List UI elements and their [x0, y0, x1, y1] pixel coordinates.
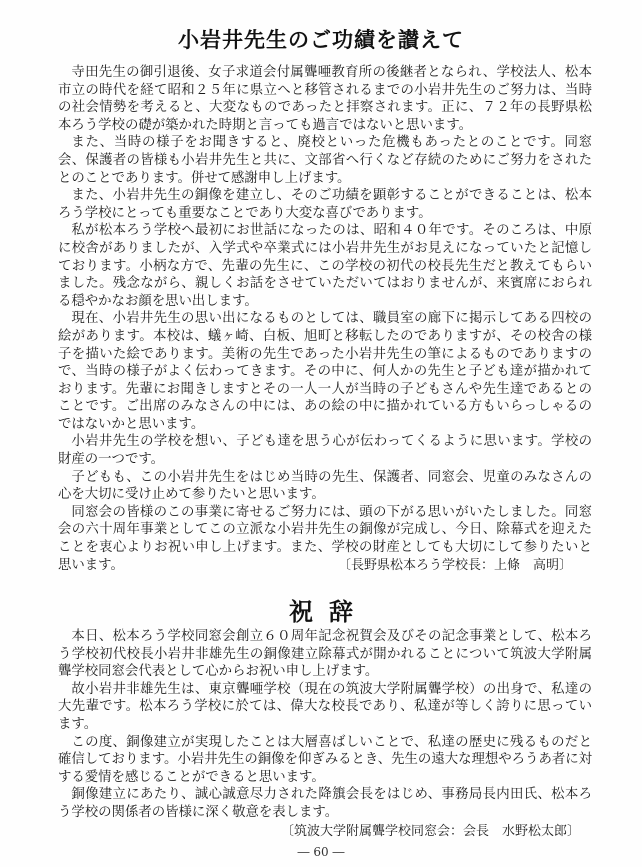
- article-body: [58, 628, 592, 822]
- paragraph: 子どもも、この小岩井先生をはじめ当時の先生、保護者、同窓会、児童のみなさんの心を大切に受け止めて参りたいと思います。: [58, 469, 592, 503]
- paragraph: 小岩井先生の学校を想い、子ども達を思う心が伝わってくるように思います。学校の財産の一つです。: [58, 434, 592, 468]
- paragraph: 私が松本ろう学校へ最初にお世話になったのは、昭和４０年です。そのころは、中原に校舎がありましたが、入学式や卒業式には小岩井先生がお見えになっていたと記憶しております。小柄な方で、先輩の先生に、この学校の初代の校長先生だと教えてもらいました。残念ながら、親しくお話をさせていただいてはおりませんが、来賓席におられる穏やかなお顔を思い出します。: [58, 223, 592, 309]
- paragraph: 寺田先生の御引退後、女子求道会付属聾唖教育所の後継者となられ、学校法人、松本市立の時代を経て昭和２５年に県立へと移管されるまでの小岩井先生のご努力は、当時の社会情勢を考えると、大変なものであったと拝察されます。正に、７２年の長野県松本ろう学校の礎が築かれた時期と言っても過言ではないと思います。: [58, 65, 592, 133]
- section-title: 祝辞: [289, 598, 369, 626]
- paragraph: 現在、小岩井先生の思い出になるものとしては、職員室の廊下に掲示してある四校の絵があります。本校は、蟻ヶ崎、白板、旭町と移転したのでありますが、その校舎の様子を描いた絵であります。美術の先生であった小岩井先生の筆によるものでありますので、当時の様子がよく伝わってきます。その中に、何人かの先生と子ども達が描かれております。先輩にお聞きしますとその一人一人が当時の子どもさんや先生達であるとのことです。ご出席のみなさんの中には、あの絵の中に描かれている方もいらっしゃるのではないかと思います。: [58, 311, 592, 432]
- signature: 〔筑波大学附属聾学校同窓会：会長 水野松太郎〕: [280, 824, 580, 839]
- paragraph: また、当時の様子をお聞きすると、廃校といった危機もあったとのことです。同窓会、保護者の皆様も小岩井先生と共に、文部省へ行くなど存続のためにご努力をされたとのことであります。併せて感謝申し上げます。: [58, 135, 592, 186]
- page-number: ― 60 ―: [297, 845, 345, 859]
- paragraph: 故小岩井非雄先生は、東京聾唖学校（現在の筑波大学附属聾学校）の出身で、私達の大先輩です。松本ろう学校に於ては、偉大な校長であり、私達が等しく誇りに思っています。: [58, 681, 592, 732]
- paragraph: この度、銅像建立が実現したことは大層喜ばしいことで、私達の歴史に残るものだと確信しております。小岩井先生の銅像を仰ぎみるとき、先生の遠大な理想やろうあ者に対する愛情を感じることができると思います。: [58, 734, 593, 785]
- paragraph: また、小岩井先生の銅像を建立し、そのご功績を顕彰することができることは、松本ろう学校にとっても重要なことであり大変な喜びであります。: [58, 188, 592, 221]
- article-title: 小岩井先生のご功績を讃えて: [178, 28, 464, 52]
- paragraph: 本日、松本ろう学校同窓会創立６０周年記念祝賀会及びその記念事業として、松本ろう学校初代校長小岩井非雄先生の銅像建立除幕式が開かれることについて筑波大学附属聾学校同窓会代表として心からお祝い申し上げます。: [58, 629, 592, 680]
- paragraph: 同窓会の皆様のこの事業に寄せるご努力には、頭の下がる思いがいたしました。同窓会の六十周年事業としてこの立派な小岩井先生の銅像が完成し、今日、除幕式を迎えたことを衷心よりお祝い申し上げます。また、学校の財産としても大切にして参りたいと思います。: [58, 504, 592, 573]
- article-body: [58, 64, 592, 574]
- signature: 〔長野県松本ろう学校長：上條 高明〕: [337, 558, 572, 573]
- paragraph: 銅像建立にあたり、誠心誠意尽力された降籏会長をはじめ、事務局長内田氏、松本ろう学校の関係者の皆様に深く敬意を表します。: [58, 787, 592, 820]
